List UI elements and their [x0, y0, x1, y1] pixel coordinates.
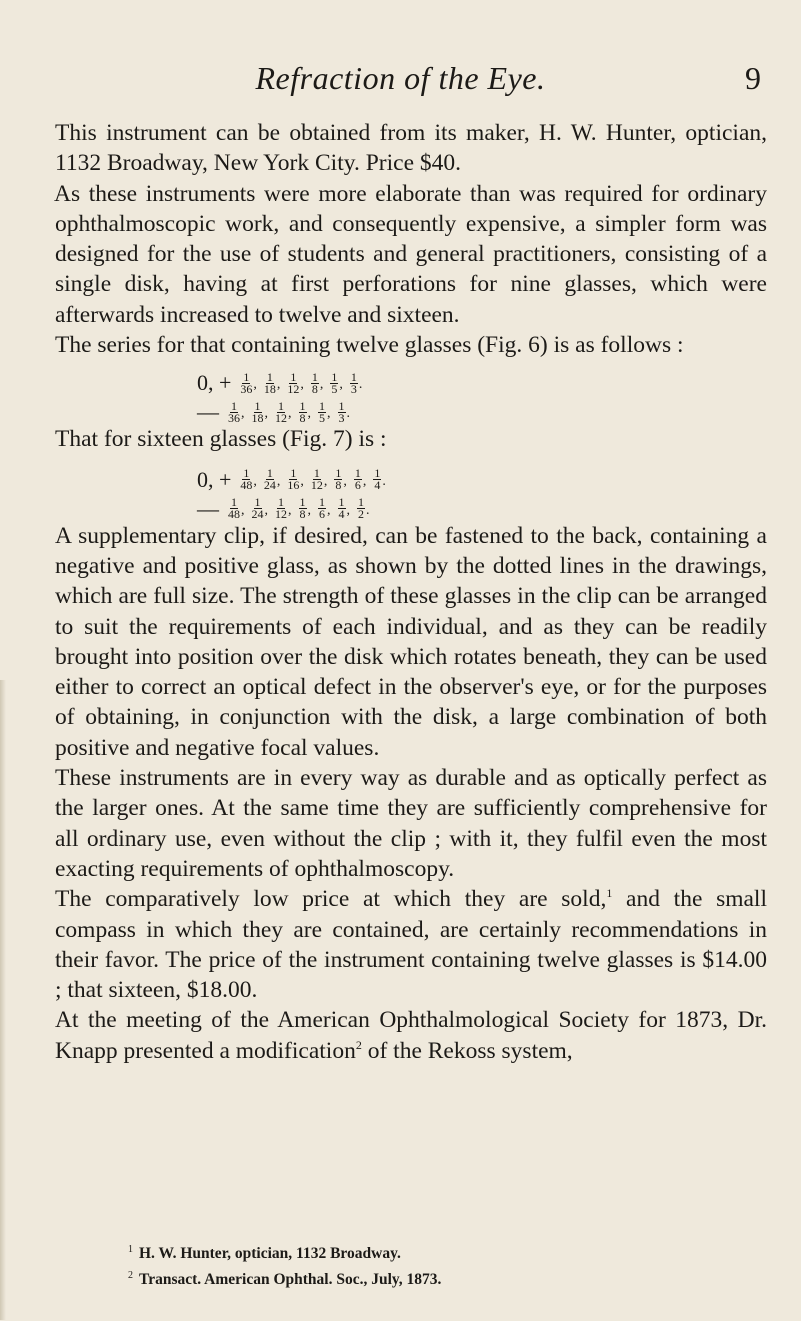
paragraph [55, 884, 767, 1005]
lens-fraction: $\frac{1}{3}$ [350, 369, 357, 396]
lens-fraction: $\frac{1}{6}$ [354, 466, 361, 493]
lens-fraction: $\frac{1}{8}$ [299, 398, 306, 425]
paragraph: That for sixteen glasses (Fig. 7) is : [55, 426, 387, 453]
footnote-text: Transact. American Ophthal. Soc., July, 1873. [139, 1271, 442, 1289]
footnote-ref: 1 [606, 886, 613, 901]
lens-fraction: $\frac{1}{12}$ [310, 466, 323, 493]
lens-fraction: $\frac{1}{48}$ [240, 466, 253, 493]
page-number: 9 [745, 60, 761, 96]
page-edge-shadow [0, 680, 6, 1320]
lens-fraction: $\frac{1}{4}$ [338, 495, 345, 522]
footnote-text: H. W. Hunter, optician, 1132 Broadway. [139, 1245, 401, 1263]
lens-fraction: $\frac{1}{24}$ [251, 495, 264, 522]
lens-fraction: $\frac{1}{16}$ [287, 466, 300, 493]
lens-fraction: $\frac{1}{18}$ [263, 369, 276, 396]
lens-fraction: $\frac{1}{24}$ [263, 466, 276, 493]
lens-fraction: $\frac{1}{12}$ [275, 495, 287, 522]
paragraph: The series for that containing twelve glasses (Fig. 6) is as follows : [55, 332, 684, 359]
lens-fraction: $\frac{1}{12}$ [275, 398, 287, 425]
lens-fraction: $\frac{1}{6}$ [319, 495, 325, 522]
paragraph: As these instruments were more elaborate than was required for ordinary ophthalmoscopic work, and consequently expensive, a simpler form was designed for the use of students and general practitioners, consisting of a single disk, having at first perforations for nine glasses, which were afterwards increased to twelve and sixteen. [54, 180, 767, 328]
running-header-title: Refraction of the Eye. [255, 60, 546, 96]
lens-fraction: $\frac{1}{48}$ [228, 495, 240, 522]
lens-fraction: $\frac{1}{18}$ [251, 398, 264, 425]
fraction-list: $\frac{1}{36}$ , $\frac{1}{18}$ , $\frac{1}{12}$ , $\frac{1}{8}$ , $\frac{1}{5}$ , $\frac{1}{3}$ . [240, 369, 363, 396]
lens-fraction: $\frac{1}{8}$ [299, 495, 306, 522]
footnote-ref: 2 [355, 1037, 362, 1052]
fraction-list: $\frac{1}{48}$ , $\frac{1}{24}$ , $\frac{1}{12}$ , $\frac{1}{8}$ , $\frac{1}{6}$ , $\frac{1}{4}$ , $\frac{1}{2}$ . [228, 495, 370, 522]
text-run: The comparatively low price at which they are sold, [55, 886, 607, 913]
lens-fraction: $\frac{1}{3}$ [338, 398, 345, 425]
lens-fraction: $\frac{1}{5}$ [319, 398, 325, 425]
lens-fraction: $\frac{1}{8}$ [311, 369, 318, 396]
text-run: and the small compass in which they are contained, are certainly recommendations in their favor. The price of the instrument containing twelve glasses is $14.00 ; that sixteen, $18.00. [55, 886, 767, 1004]
series-row-negative [197, 492, 376, 526]
fraction-list: $\frac{1}{48}$ , $\frac{1}{24}$ , $\frac{1}{16}$ , $\frac{1}{12}$ , $\frac{1}{8}$ , $\frac{1}{6}$ , $\frac{1}{4}$ . [240, 466, 386, 493]
footnote-number: 2 [128, 1270, 133, 1282]
series-lead: 0, + [197, 466, 232, 492]
lens-fraction: $\frac{1}{12}$ [287, 369, 300, 396]
footnote-number: 1 [128, 1244, 133, 1255]
paragraph [55, 1005, 767, 1066]
series-lead: — [197, 399, 219, 425]
footnote [128, 1265, 441, 1291]
paragraph: A supplementary clip, if desired, can be fastened to the back, containing a negative and positive glass, as shown by the dotted lines in the drawings, which are full size. The strength of these glasses in the clip can be arranged to suit the requirements of each individual, and as they can be readily brought into position over the disk which rotates beneath, they can be used either to correct an optical defect in the observer's eye, or for the purposes of obtaining, in conjunction with the disk, a large combination of both positive and negative focal values. [55, 522, 767, 761]
body-text [55, 118, 767, 1066]
series-lead: — [197, 495, 219, 521]
lens-fraction: $\frac{1}{36}$ [228, 398, 240, 425]
lens-fraction: $\frac{1}{4}$ [374, 466, 381, 493]
footnotes [128, 1239, 441, 1291]
paragraph: These instruments are in every way as durable and as optically perfect as the larger ones. At the same time they are sufficiently comprehensive for all ordinary use, even without the clip ; with it, they fulfil even the most exacting requirements of ophthalmoscopy. [55, 765, 767, 882]
lens-series-sixteen [55, 455, 767, 521]
lens-fraction: $\frac{1}{36}$ [240, 369, 253, 396]
text-run: of the Rekoss system, [361, 1037, 573, 1064]
text-run: At the meeting of the American Ophthalmological Society for 1873, Dr. Knapp presented a modification [55, 1007, 767, 1064]
lens-fraction: $\frac{1}{5}$ [331, 369, 338, 396]
lens-series-twelve [55, 360, 767, 424]
fraction-list: $\frac{1}{36}$ , $\frac{1}{18}$ , $\frac{1}{12}$ , $\frac{1}{8}$ , $\frac{1}{5}$ , $\frac{1}{3}$ . [228, 398, 350, 425]
paragraph: This instrument can be obtained from its maker, H. W. Hunter, optician, 1132 Broadway, New York City. Price $40. [55, 120, 767, 177]
series-row-negative [197, 395, 356, 429]
lens-fraction: $\frac{1}{8}$ [335, 466, 342, 493]
footnote [128, 1239, 441, 1265]
series-lead: 0, + [197, 370, 232, 396]
lens-fraction: $\frac{1}{2}$ [358, 495, 364, 522]
